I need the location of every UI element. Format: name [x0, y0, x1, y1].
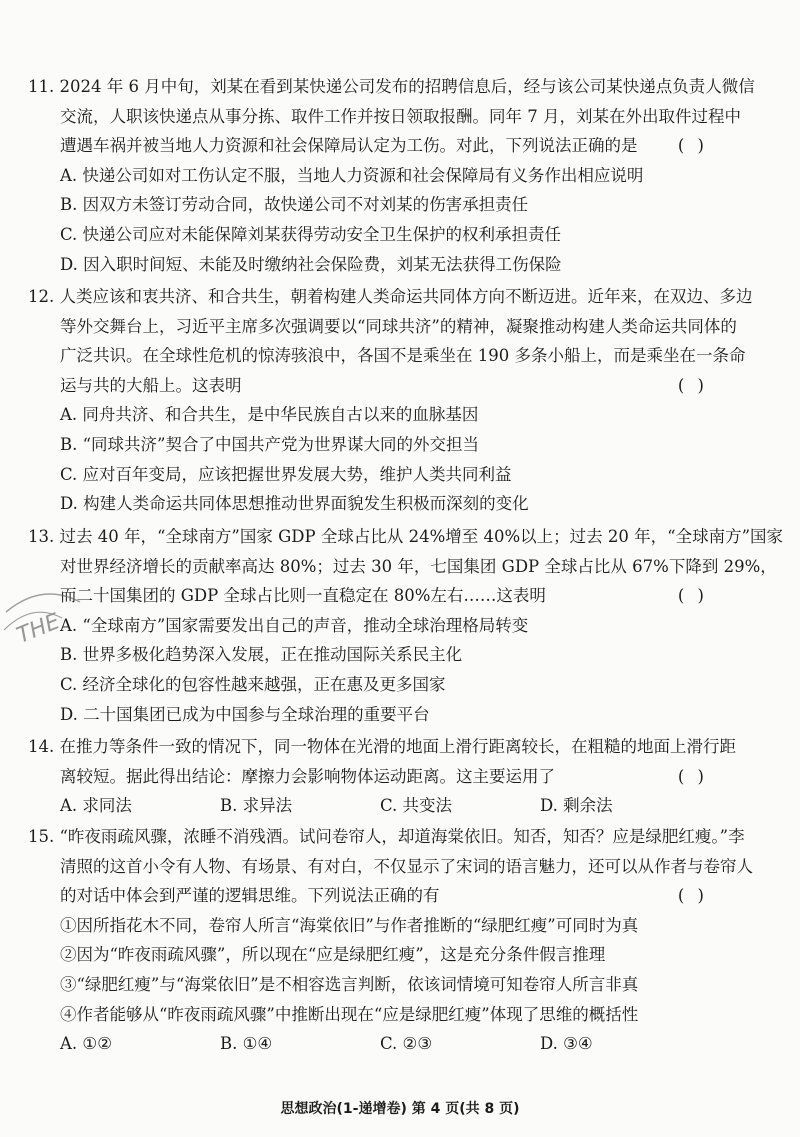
q12-stem-line-2: 等外交舞台上，习近平主席多次强调要以“同球共济”的精神，凝聚推动构建人类命运共同体的	[60, 316, 737, 336]
answer-paren: ( )	[677, 886, 708, 906]
q14-stem-line-1: 14. 在推力等条件一致的情况下，同一物体在光滑的地面上滑行距离较长，在粗糙的地面上滑行距	[28, 737, 736, 756]
q15-stem-line-2: 清照的这首小令有人物、有场景、有对白，不仅显示了宋词的语言魅力，还可以从作者与卷帘人	[60, 856, 753, 876]
q12-stem-line-4: 运与共的大船上。这表明 ( )	[28, 371, 778, 401]
option-a: A. “全球南方”国家需要发出自己的声音，推动全球治理格局转变	[60, 615, 529, 635]
statement-4: ④作者能够从“昨夜雨疏风骤”中推断出现在“应是绿肥红瘦”体现了思维的概括性	[60, 1004, 639, 1024]
q15-stem-line-1: 15. “昨夜雨疏风骤，浓睡不消残酒。试问卷帘人，却道海棠依旧。知否，知否？应是绿肥红瘦。”李	[28, 827, 745, 846]
watermark-stamp-icon	[2, 542, 122, 662]
question-13	[28, 522, 784, 729]
question-15	[28, 822, 778, 1059]
q14-options	[28, 791, 778, 821]
option-c: C. 快递公司应对未能保障刘某获得劳动安全卫生保护的权利承担责任	[60, 224, 562, 244]
option-d: D. 剩余法	[540, 796, 613, 816]
q11-stem-line-1: 11. 2024 年 6 月中旬，刘某在看到某快递公司发布的招聘信息后，经与该公司某快递点负责人微信	[28, 77, 755, 96]
q11-stem-line-3: 遭遇车祸并被当地人力资源和社会保障局认定为工伤。对此，下列说法正确的是 ( )	[28, 131, 778, 161]
option-d: D. 二十国集团已成为中国参与全球治理的重要平台	[60, 704, 430, 724]
q14-stem-line-2: 离较短。据此得出结论：摩擦力会影响物体运动距离。这主要运用了 ( )	[28, 762, 778, 792]
answer-paren: ( )	[677, 766, 708, 786]
option-b: B. 因双方未签订劳动合同，故快递公司不对刘某的伤害承担责任	[60, 195, 529, 215]
q11-stem-line-2: 交流，人职该快递点从事分拣、取件工作并按日领取报酬。同年 7 月，刘某在外出取件过程中	[60, 106, 741, 126]
option-b: B. 求异法	[220, 796, 293, 816]
q13-stem-line-1: 13. 过去 40 年，“全球南方”国家 GDP 全球占比从 24%增至 40%以上；过去 20 年，“全球南方”国家	[28, 527, 784, 546]
option-a: A. ①②	[60, 1034, 112, 1054]
option-a: A. 快递公司如对工伤认定不服，当地人力资源和社会保障局有义务作出相应说明	[60, 165, 644, 185]
question-14	[28, 732, 778, 821]
q12-stem-line-3: 广泛共识。在全球性危机的惊涛骇浪中，各国不是乘坐在 190 多条小船上，而是乘坐在一条命	[60, 346, 746, 366]
option-c: C. ②③	[380, 1034, 433, 1054]
question-11	[28, 72, 778, 279]
stamp-text: THE	[13, 609, 64, 649]
option-b: B. 世界多极化趋势深入发展，正在推动国际关系民主化	[60, 645, 463, 665]
q15-stem-line-3: 的对话中体会到严谨的逻辑思维。下列说法正确的有 ( )	[28, 881, 778, 911]
option-d: D. 因入职时间短、未能及时缴纳社会保险费，刘某无法获得工伤保险	[60, 254, 562, 274]
option-a: A. 同舟共济、和合共生，是中华民族自古以来的血脉基因	[60, 405, 479, 425]
q15-options	[28, 1029, 778, 1059]
option-c: C. 应对百年变局，应该把握世界发展大势，维护人类共同利益	[60, 464, 512, 484]
answer-paren: ( )	[677, 136, 708, 156]
statement-2: ②因为“昨夜雨疏风骤”，所以现在“应是绿肥红瘦”，这是充分条件假言推理	[60, 945, 606, 965]
option-c: C. 共变法	[380, 796, 453, 816]
option-c: C. 经济全球化的包容性越来越强，正在惠及更多国家	[60, 674, 446, 694]
statement-1: ①因所指花木不同，卷帘人所言“海棠依旧”与作者推断的“绿肥红瘦”可同时为真	[60, 915, 639, 935]
q13-stem-line-2: 对世界经济增长的贡献率高达 80%；过去 30 年，七国集团 GDP 全球占比从 67%下降到 29%，	[60, 556, 777, 576]
option-b: B. “同球共济”契合了中国共产党为世界谋大同的外交担当	[60, 434, 479, 454]
page-footer: 思想政治(1-递增卷) 第 4 页(共 8 页)	[280, 1101, 520, 1117]
q12-stem-line-1: 12. 人类应该和衷共济、和合共生，朝着构建人类命运共同体方向不断迈进。近年来，在双边、多边	[28, 287, 753, 306]
statement-3: ③“绿肥红瘦”与“海棠依旧”是不相容选言判断，依该词情境可知卷帘人所言非真	[60, 974, 639, 994]
answer-paren: ( )	[677, 375, 708, 395]
option-b: B. ①④	[220, 1034, 273, 1054]
q13-stem-line-3: 而二十国集团的 GDP 全球占比则一直稳定在 80%左右……这表明 ( )	[28, 581, 778, 611]
answer-paren: ( )	[677, 586, 708, 606]
option-d: D. ③④	[540, 1034, 593, 1054]
option-d: D. 构建人类命运共同体思想推动世界面貌发生积极而深刻的变化	[60, 494, 529, 514]
option-a: A. 求同法	[60, 796, 132, 816]
question-12	[28, 282, 778, 519]
